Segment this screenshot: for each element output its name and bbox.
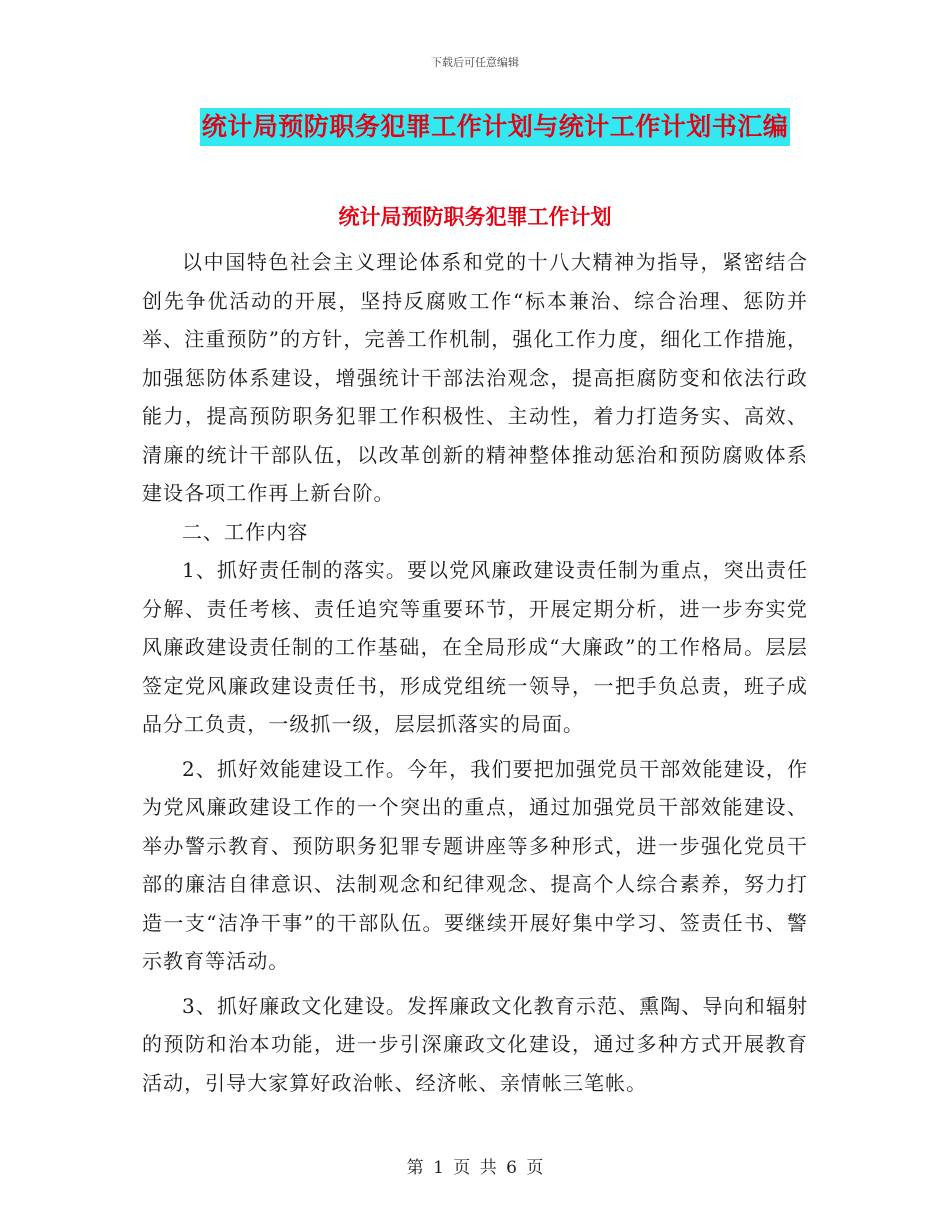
- main-title-wrap: [0, 108, 950, 146]
- header-note: 下载后可任意编辑: [431, 56, 519, 69]
- document-main-title: 统计局预防职务犯罪工作计划与统计工作计划书汇编: [200, 108, 791, 146]
- paragraph-integrity-culture: 3、抓好廉政文化建设。发挥廉政文化教育示范、熏陶、导向和辐射的预防和治本功能，进一步引深廉政文化建设，通过多种方式开展教育活动，引导大家算好政治帐、经济帐、亲情帐三笔帐。: [142, 993, 808, 1095]
- paragraph-responsibility-system: 1、抓好责任制的落实。要以党风廉政建设责任制为重点，突出责任分解、责任考核、责任追究等重要环节，开展定期分析，进一步夯实党风廉政建设责任制的工作基础，在全局形成“大廉政”的工作格局。层层签定党风廉政建设责任书，形成党组统一领导，一把手负总责，班子成品分工负责，一级抓一级，层层抓落实的局面。: [142, 558, 808, 736]
- document-body: [142, 243, 808, 1102]
- section-heading-work-content: 二、工作内容: [182, 519, 309, 544]
- intro-paragraph: 以中国特色社会主义理论体系和党的十八大精神为指导，紧密结合创先争优活动的开展，坚持反腐败工作“标本兼治、综合治理、惩防并举、注重预防”的方针，完善工作机制，强化工作力度，细化工作措施，加强惩防体系建设，增强统计干部法治观念，提高拒腐防变和依法行政能力，提高预防职务犯罪工作积极性、主动性，着力打造务实、高效、清廉的统计干部队伍，以改革创新的精神整体推动惩治和预防腐败体系建设各项工作再上新台阶。: [142, 250, 808, 505]
- section-title: 统计局预防职务犯罪工作计划: [338, 205, 612, 229]
- paragraph-efficiency-building: 2、抓好效能建设工作。今年，我们要把加强党员干部效能建设，作为党风廉政建设工作的一个突出的重点，通过加强党员干部效能建设、举办警示教育、预防职务犯罪专题讲座等多种形式，进一步强化党员干部的廉洁自律意识、法制观念和纪律观念、提高个人综合素养，努力打造一支“洁净干事”的干部队伍。要继续开展好集中学习、签责任书、警示教育等活动。: [142, 756, 808, 973]
- page-number-footer: 第 1 页 共 6 页: [406, 1158, 544, 1178]
